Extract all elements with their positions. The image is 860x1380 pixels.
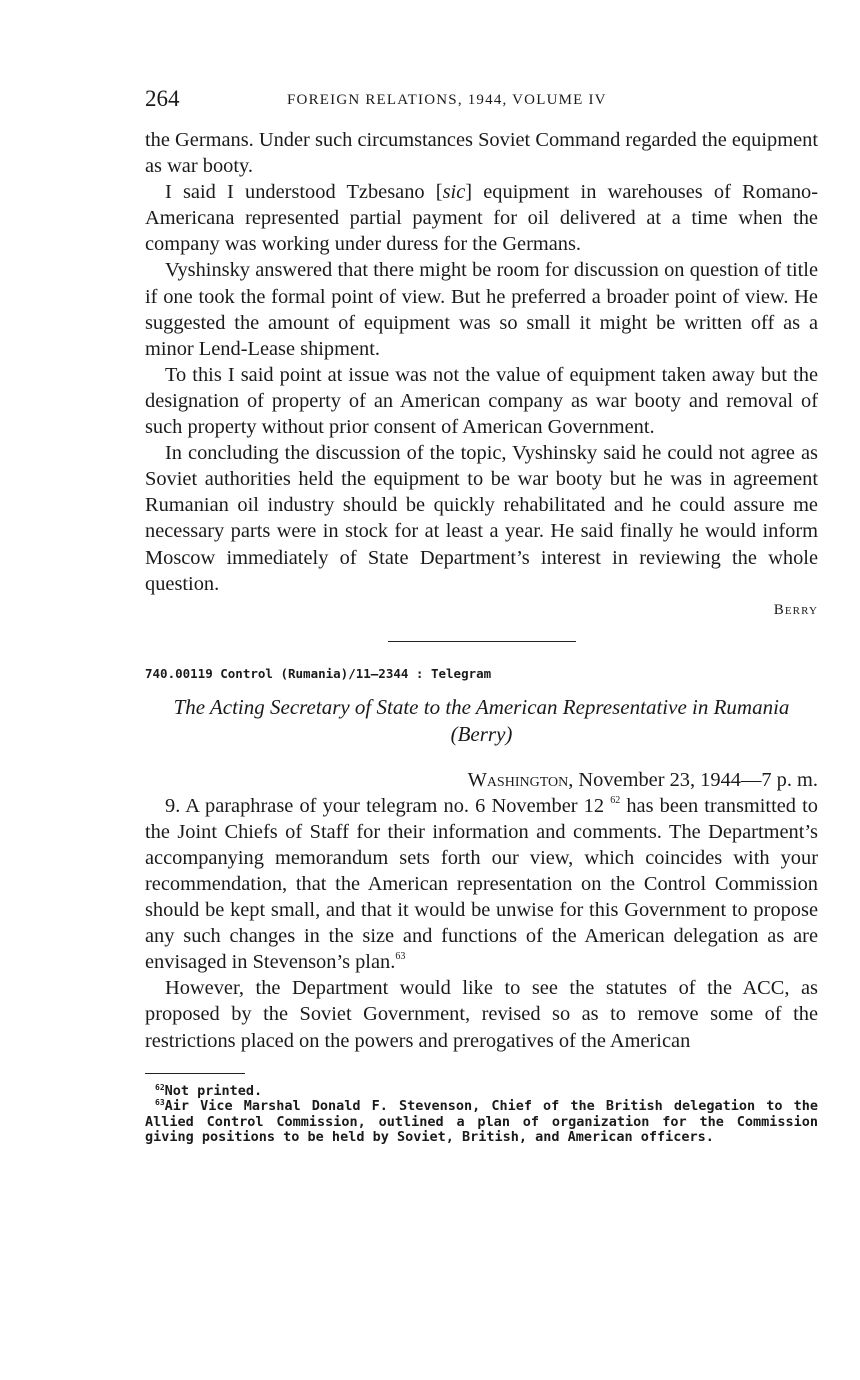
document-page <box>145 86 818 1146</box>
footnote-ref[interactable]: 62 <box>610 794 621 806</box>
running-head <box>145 86 818 116</box>
signature: Berry <box>773 601 818 618</box>
footnote-ref[interactable]: 63 <box>395 951 406 963</box>
footnote <box>145 1099 818 1146</box>
dateline-place: Washington <box>467 768 569 791</box>
editorial-sic: sic <box>442 181 466 204</box>
body-paragraph <box>145 179 818 257</box>
document-heading <box>145 694 818 748</box>
body-paragraph <box>145 793 818 976</box>
document-reference: 740.00119 Control (Rumania)/11–2344 : Telegram <box>145 665 492 681</box>
body-paragraph: However, the Department would like to see the statutes of the ACC, as proposed by the Soviet Government, revised so as to remove some of the restrictions placed on the powers and prerogatives of the American <box>145 977 818 1052</box>
heading-close: ) <box>505 721 513 746</box>
paragraph-text: has been transmitted to the Joint Chiefs of Staff for their information and comments. The Department’s accompanying memorandum sets forth our view, which coincides with your recommendation, that the American representation on the Control Commission should be kept small, and that it would be unwise for this Government to propose any such changes in the size and functions of the American delegation as are envisaged in Stevenson’s plan. <box>145 794 818 974</box>
footnote-marker: 62 <box>155 1082 165 1092</box>
footnote-marker: 63 <box>155 1098 165 1108</box>
paragraph-text: ] equipment in warehouses of Romano-Americana represented partial payment for oil delivered at a time when the company was working under duress for the Germans. <box>145 181 818 256</box>
heading-text: The Acting Secretary of State to the American Representative in Rumania ( <box>173 694 790 746</box>
footnote-text: Not printed. <box>164 1082 263 1099</box>
page-number: 264 <box>145 86 180 111</box>
dateline-date: , November 23, 1944—7 p. m. <box>568 768 818 791</box>
paragraph-text: I said I understood Tzbesano [ <box>165 181 443 204</box>
running-title: FOREIGN RELATIONS, 1944, VOLUME IV <box>287 92 607 108</box>
body-paragraph: In concluding the discussion of the topic, Vyshinsky said he could not agree as Soviet authorities held the equipment to be war booty but he was in agreement Rumanian oil industry should be quickly rehabilitated and he could assure me necessary parts were in stock for at least a year. He said finally he would inform Moscow immediately of State Department’s interest in reviewing the whole question. <box>145 442 818 595</box>
footnote-text: Air Vice Marshal Donald F. Stevenson, Chief of the British delegation to the Allied Control Commission, outlined a plan of organization for the Commission giving positions to be held by Soviet, British, and American officers. <box>145 1098 818 1146</box>
footnote <box>145 1084 818 1100</box>
body-paragraph: To this I said point at issue was not the value of equipment taken away but the designation of property of an American company as war booty and removal of such property without prior consent of American Government. <box>145 363 818 439</box>
dateline <box>145 767 818 793</box>
paragraph-text: 9. A paraphrase of your telegram no. 6 November 12 <box>165 794 605 817</box>
heading-name: Berry <box>457 721 506 746</box>
body-paragraph: Vyshinsky answered that there might be room for discussion on question of title if one took the formal point of view. But he preferred a broader point of view. He suggested the amount of equipment was so small it might be written off as a minor Lend-Lease shipment. <box>145 259 818 360</box>
section-divider <box>388 641 576 642</box>
body-paragraph: the Germans. Under such circumstances Soviet Command regarded the equipment as war booty. <box>145 129 818 178</box>
footnote-divider <box>145 1073 245 1074</box>
